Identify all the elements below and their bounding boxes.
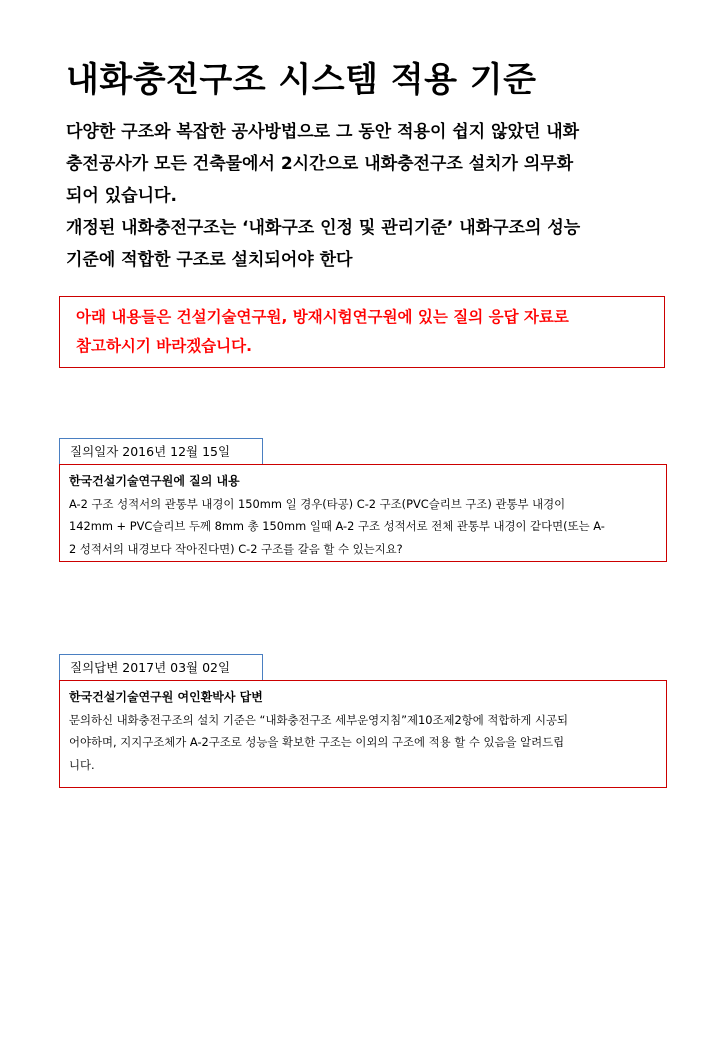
notice-line: 참고하시기 바라겠습니다. [76,337,252,355]
inquiry-box [59,464,667,562]
notice-box [59,296,665,368]
inquiry-line: A-2 구조 성적서의 관통부 내경이 150mm 일 경우(타공) C-2 구조(PVC슬리브 구조) 관통부 내경이 [69,496,566,511]
answer-heading: 한국건설기술연구원 여인환박사 답변 [69,690,263,704]
answer-line: 문의하신 내화충전구조의 설치 기준은 “내화충전구조 세부운영지침”제10조제2항에 적합하게 시공되 [69,712,569,727]
inquiry-heading: 한국건설기술연구원에 질의 내용 [69,474,240,488]
intro-line: 충전공사가 모든 건축물에서 2시간으로 내화충전구조 설치가 의무화 [66,154,574,174]
intro-paragraph [66,116,676,276]
answer-line: 니다. [69,757,95,772]
intro-line: 개정된 내화충전구조는 ‘내화구조 인정 및 관리기준’ 내화구조의 성능 [66,218,581,238]
page-title: 내화충전구조 시스템 적용 기준 [66,60,537,100]
answer-line: 어야하며, 지지구조체가 A-2구조로 성능을 확보한 구조는 이외의 구조에 적용 할 수 있음을 알려드립 [69,735,565,749]
intro-line: 다양한 구조와 복잡한 공사방법으로 그 동안 적용이 쉽지 않았던 내화 [66,122,580,142]
answer-date-tag: 질의답변 2017년 03월 02일 [59,654,263,680]
inquiry-line: 2 성적서의 내경보다 작아진다면) C-2 구조를 갈음 할 수 있는지요? [69,541,403,556]
notice-line: 아래 내용들은 건설기술연구원, 방재시험연구원에 있는 질의 응답 자료로 [76,308,569,326]
intro-line: 기준에 적합한 구조로 설치되어야 한다 [66,250,353,270]
inquiry-line: 142mm + PVC슬리브 두께 8mm 총 150mm 일때 A-2 구조 성적서로 전체 관통부 내경이 같다면(또는 A- [69,519,605,533]
answer-box [59,680,667,788]
inquiry-date-tag: 질의일자 2016년 12월 15일 [59,438,263,464]
intro-line: 되어 있습니다. [66,186,177,206]
